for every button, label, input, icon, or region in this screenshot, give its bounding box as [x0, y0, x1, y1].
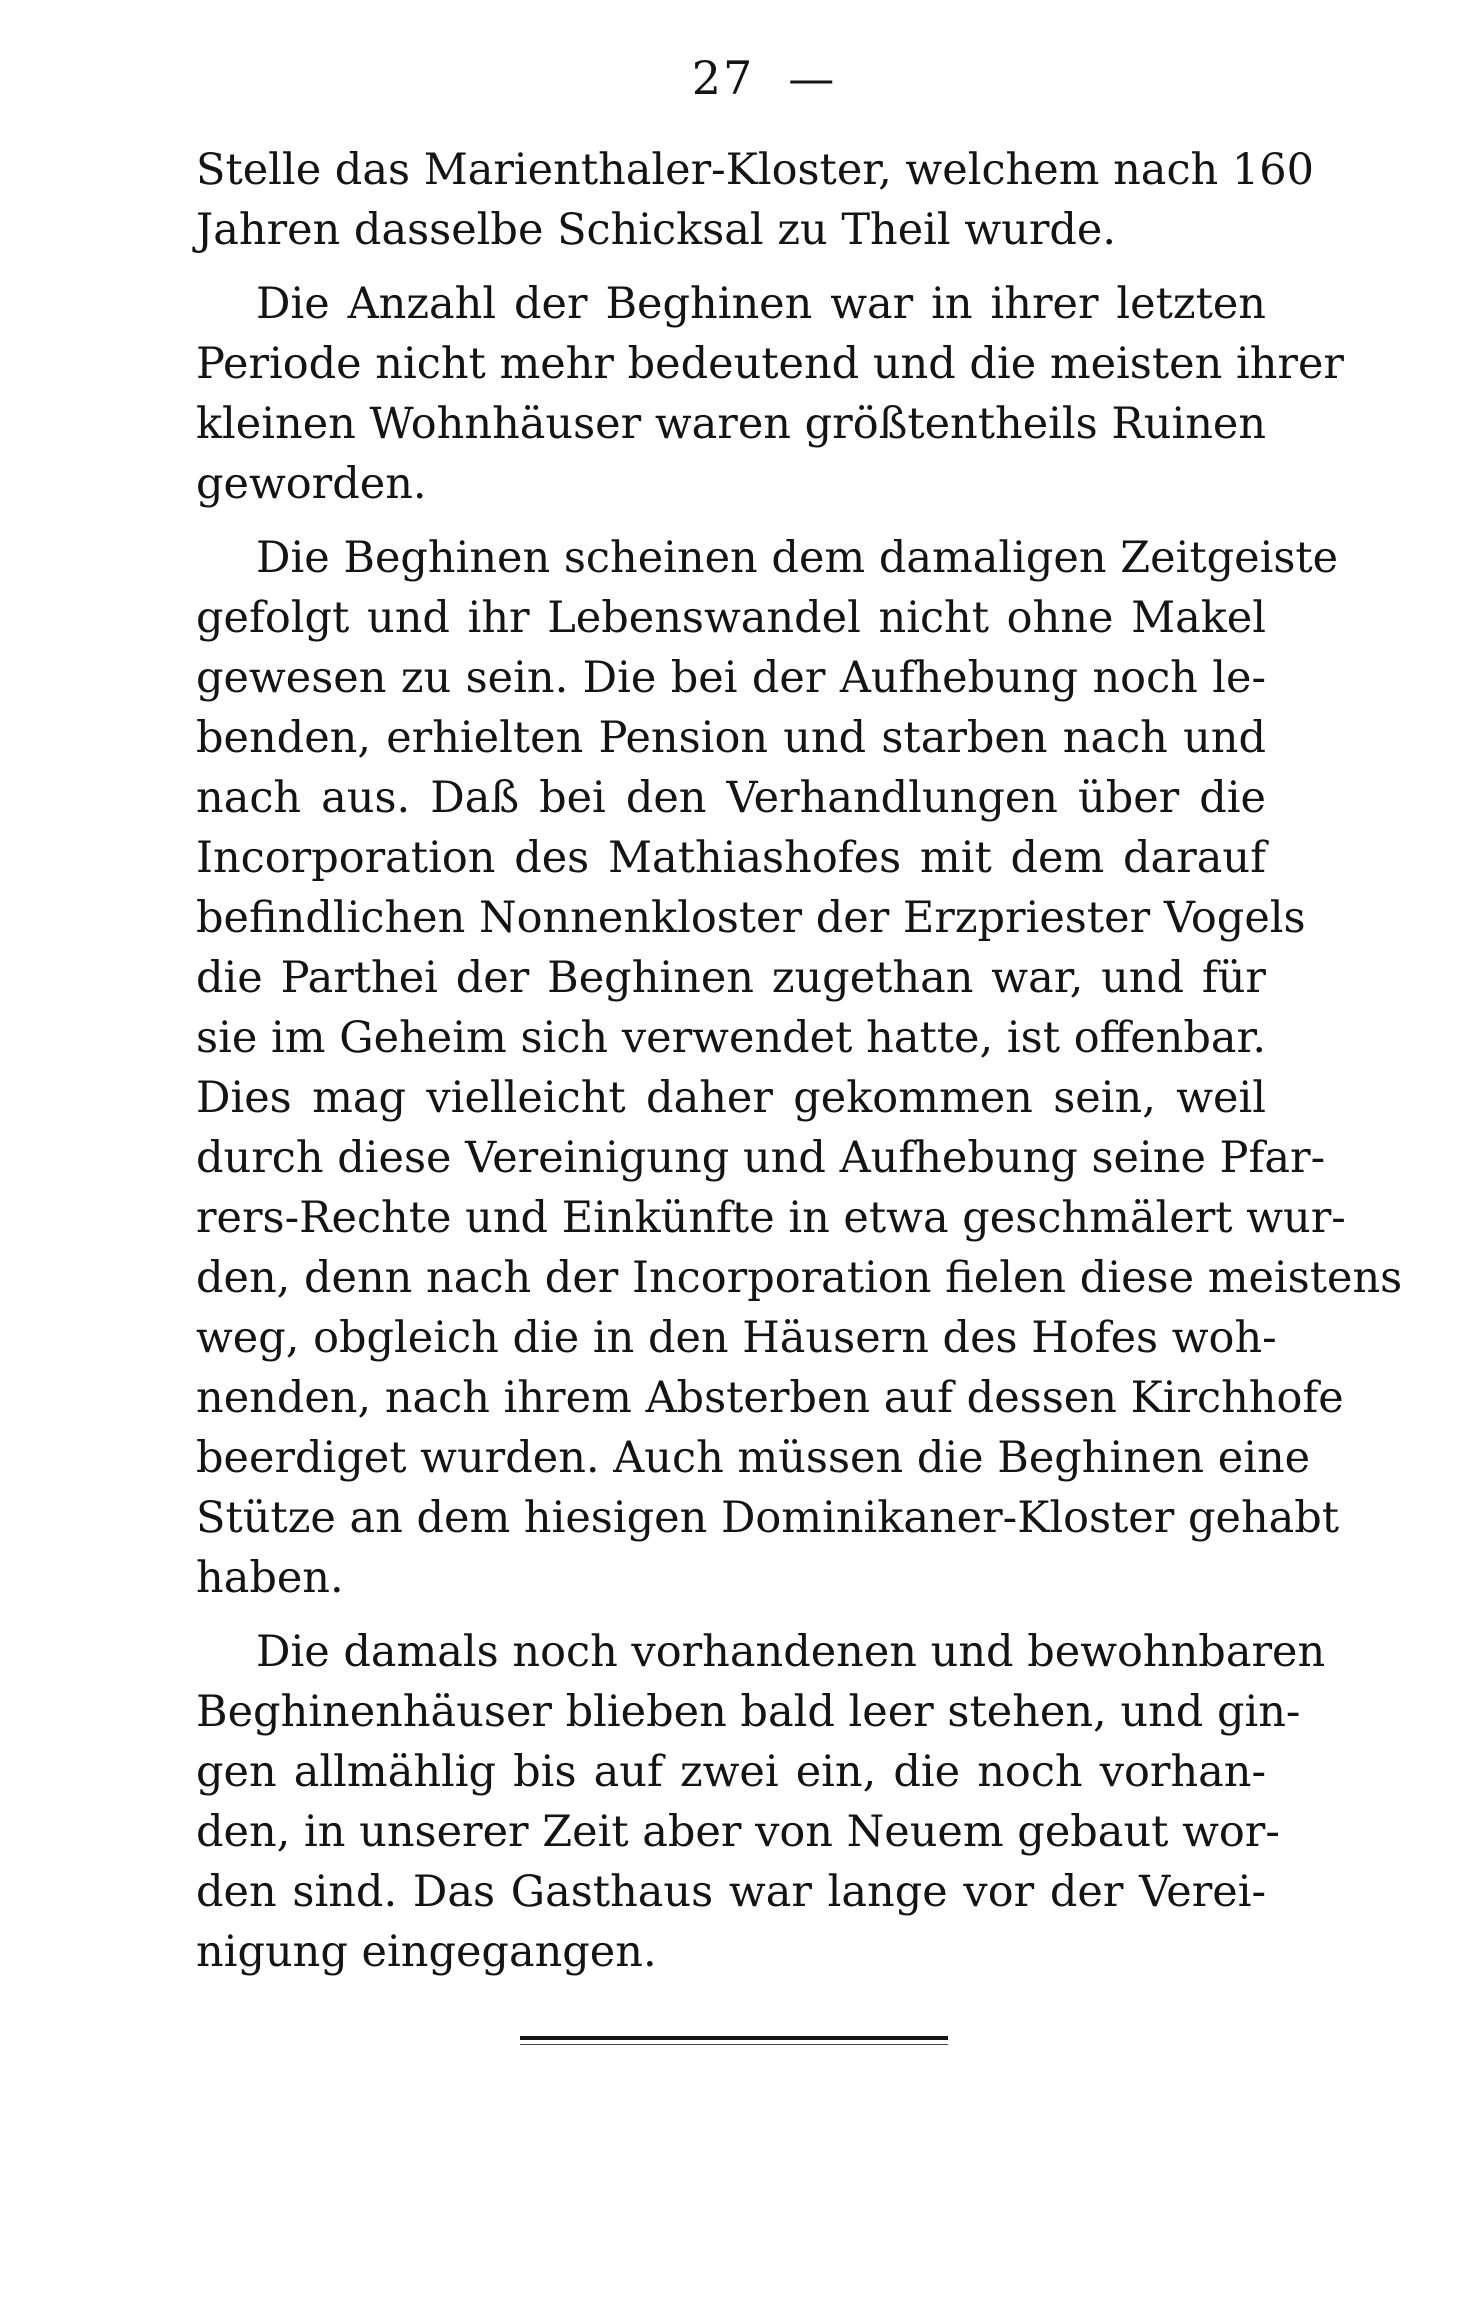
text-line: die Parthei der Beghinen zugethan war, und für [196, 953, 1266, 1003]
text-line: durch diese Vereinigung und Aufhebung seine Pfar- [196, 1133, 1326, 1183]
header-dash: — [788, 51, 837, 105]
text-line: Die Beghinen scheinen dem damaligen Zeitgeiste [256, 533, 1339, 583]
text-line: Jahren dasselbe Schicksal zu Theil wurde. [196, 205, 1117, 255]
paragraph [196, 1622, 1326, 1982]
text-line: den, denn nach der Incorporation fielen diese meistens [196, 1253, 1403, 1303]
text-line: haben. [196, 1553, 344, 1603]
text-line: den, in unserer Zeit aber von Neuem gebaut wor- [196, 1807, 1280, 1857]
paragraph [196, 528, 1403, 1608]
text-line: Die Anzahl der Beghinen war in ihrer letzten [256, 279, 1266, 329]
text-line: kleinen Wohnhäuser waren größtentheils Ruinen [196, 399, 1267, 449]
page-number: 27 [691, 51, 755, 105]
text-line: Dies mag vielleicht daher gekommen sein, weil [196, 1073, 1266, 1123]
paragraph [196, 274, 1344, 514]
text-line: gewesen zu sein. Die bei der Aufhebung noch le- [196, 653, 1266, 703]
body-text [196, 140, 1403, 1982]
text-line: gen allmählig bis auf zwei ein, die noch vorhan- [196, 1747, 1266, 1797]
text-line: Stelle das Marienthaler-Kloster, welchem nach 160 [196, 145, 1314, 195]
text-line: weg, obgleich die in den Häusern des Hofes woh- [196, 1313, 1277, 1363]
text-line: Periode nicht mehr bedeutend und die meisten ihrer [196, 339, 1344, 389]
text-line: den sind. Das Gasthaus war lange vor der Verei- [196, 1867, 1266, 1917]
text-line: gefolgt und ihr Lebenswandel nicht ohne Makel [196, 593, 1266, 643]
text-line: rers-Rechte und Einkünfte in etwa geschmälert wur- [196, 1193, 1346, 1243]
text-line: sie im Geheim sich verwendet hatte, ist offenbar. [196, 1013, 1266, 1063]
text-line: nigung eingegangen. [196, 1927, 657, 1977]
text-line: befindlichen Nonnenkloster der Erzpriester Vogels [196, 893, 1306, 943]
text-line: nenden, nach ihrem Absterben auf dessen Kirchhofe [196, 1373, 1344, 1423]
text-line: geworden. [196, 459, 427, 509]
text-line: Die damals noch vorhandenen und bewohnbaren [256, 1627, 1326, 1677]
text-line: Stütze an dem hiesigen Dominikaner-Kloster gehabt [196, 1493, 1340, 1543]
end-rule [520, 2036, 948, 2040]
end-rule-thin [520, 2044, 948, 2045]
text-line: Incorporation des Mathiashofes mit dem darauf [196, 833, 1266, 883]
text-line: beerdiget wurden. Auch müssen die Beghinen eine [196, 1433, 1311, 1483]
text-line: nach aus. Daß bei den Verhandlungen über die [196, 773, 1266, 823]
text-line: Beghinenhäuser blieben bald leer stehen, und gin- [196, 1687, 1301, 1737]
text-line: benden, erhielten Pension und starben nach und [196, 713, 1266, 763]
page-header [0, 48, 1458, 108]
paragraph [196, 140, 1314, 260]
